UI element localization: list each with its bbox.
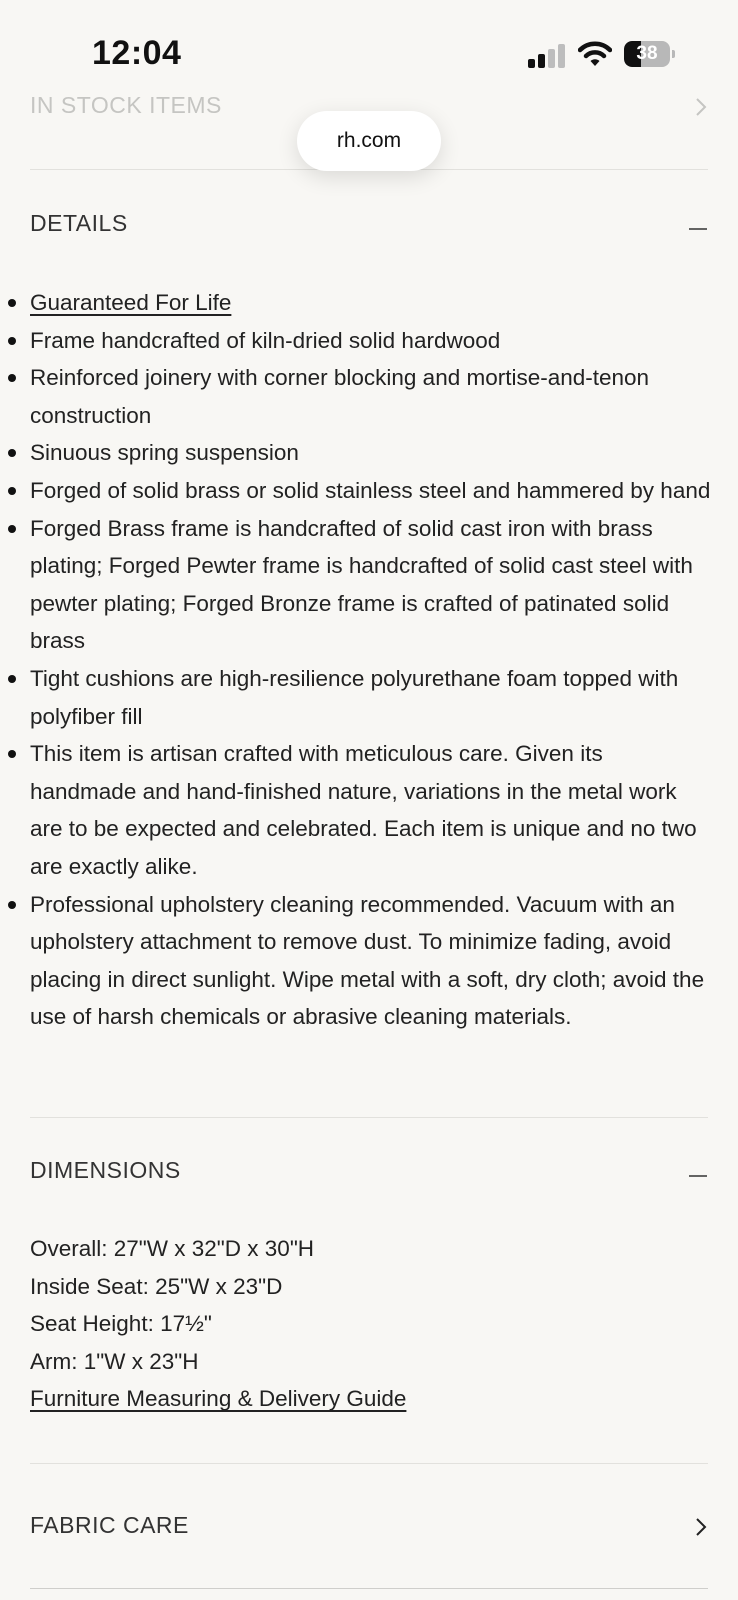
dimension-inside-seat: Inside Seat: 25"W x 23"D [30,1273,283,1299]
details-header[interactable] [30,210,708,254]
list-item: Tight cushions are high-resilience polyurethane foam topped with polyfiber fill [30,660,714,735]
in-stock-items-label: IN STOCK ITEMS [30,92,222,118]
fabric-care-row[interactable] [30,1512,708,1552]
list-item: Reinforced joinery with corner blocking and mortise-and-tenon construction [30,359,714,434]
cellular-signal-icon [528,44,568,68]
details-list [30,284,714,1036]
dimension-seat-height: Seat Height: 17½" [30,1311,212,1337]
battery-level: 38 [636,43,658,64]
chevron-right-icon [694,1516,708,1538]
status-time: 12:04 [92,34,182,72]
wifi-icon [578,40,612,68]
minus-icon[interactable] [688,218,708,238]
list-item: Forged Brass frame is handcrafted of solid cast iron with brass plating; Forged Pewter frame is handcrafted of solid cast steel with pewter plating; Forged Bronze frame is crafted of patinated solid brass [30,510,714,660]
dimensions-title: DIMENSIONS [30,1157,181,1183]
list-item: Professional upholstery cleaning recommended. Vacuum with an upholstery attachment to remove dust. To minimize fading, avoid placing in direct sunlight. Wipe metal with a soft, dry cloth; avoid the use of harsh chemicals or abrasive cleaning materials. [30,886,714,1036]
dimension-overall: Overall: 27"W x 32"D x 30"H [30,1236,315,1261]
list-item: Sinuous spring suspension [30,434,714,472]
address-bar[interactable]: rh.com [297,111,441,171]
details-title: DETAILS [30,210,128,236]
dimensions-content [30,1230,708,1418]
dimensions-header[interactable] [30,1157,708,1201]
fabric-care-label: FABRIC CARE [30,1512,189,1538]
minus-icon[interactable] [688,1165,708,1185]
list-item: This item is artisan crafted with meticulous care. Given its handmade and hand-finished nature, variations in the metal work are to be expected and celebrated. Each item is unique and no two are exactly alike. [30,735,714,885]
list-item [30,284,714,322]
divider [30,1463,708,1464]
list-item: Forged of solid brass or solid stainless steel and hammered by hand [30,472,714,510]
dimension-arm: Arm: 1"W x 23"H [30,1348,199,1374]
status-bar [0,0,738,100]
list-item: Frame handcrafted of kiln-dried solid hardwood [30,322,714,360]
measuring-delivery-guide-link[interactable]: Furniture Measuring & Delivery Guide [30,1386,407,1412]
divider [30,1117,708,1118]
battery-icon [624,41,676,67]
guaranteed-for-life-link[interactable]: Guaranteed For Life [30,290,232,315]
divider [30,1588,708,1589]
